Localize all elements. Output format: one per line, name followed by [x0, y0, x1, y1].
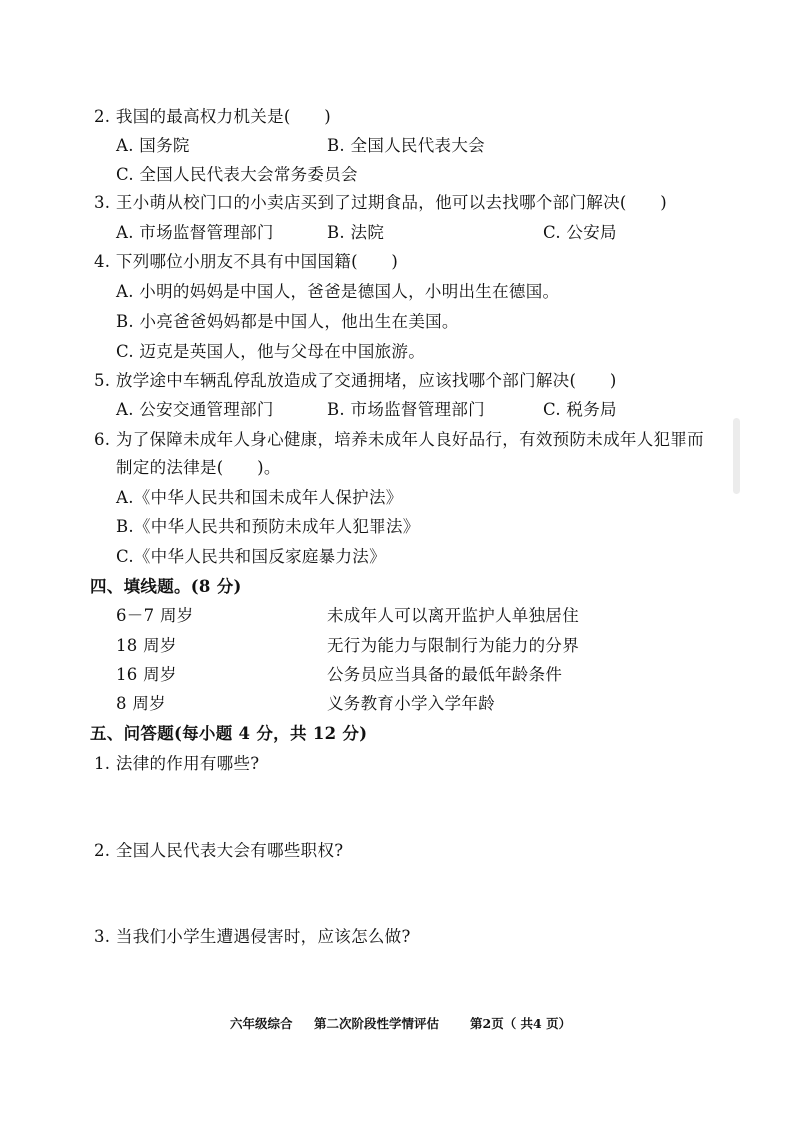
- question-6-option-b: B.《中华人民共和预防未成年人犯罪法》: [116, 517, 420, 536]
- matching-left-item: 18 周岁: [116, 636, 177, 655]
- section-5-heading: 五、问答题(每小题 4 分，共 12 分): [90, 724, 368, 743]
- short-answer-question-2: 2. 全国人民代表大会有哪些职权?: [94, 841, 344, 860]
- question-2-stem: 2. 我国的最高权力机关是( ): [94, 107, 331, 126]
- question-5-option-b: B. 市场监督管理部门: [327, 400, 485, 419]
- question-5-option-c: C. 税务局: [543, 400, 617, 419]
- matching-left-item: 6－7 周岁: [116, 606, 194, 625]
- matching-right-item: 未成年人可以离开监护人单独居住: [327, 606, 579, 625]
- footer-exam-title: 第二次阶段性学情评估: [314, 1016, 440, 1031]
- question-3-option-c: C. 公安局: [543, 223, 617, 242]
- question-6-option-a: A.《中华人民共和国未成年人保护法》: [116, 488, 403, 507]
- question-4-option-b: B. 小亮爸爸妈妈都是中国人，他出生在美国。: [116, 312, 459, 331]
- matching-right-item: 义务教育小学入学年龄: [327, 694, 495, 713]
- question-2-option-b: B. 全国人民代表大会: [327, 136, 485, 155]
- question-4-option-a: A. 小明的妈妈是中国人，爸爸是德国人，小明出生在德国。: [116, 282, 560, 301]
- question-5-stem: 5. 放学途中车辆乱停乱放造成了交通拥堵，应该找哪个部门解决( ): [94, 371, 617, 390]
- question-4-option-c: C. 迈克是英国人，他与父母在中国旅游。: [116, 342, 426, 361]
- footer-page-number: 第2页（ 共4 页）: [470, 1016, 572, 1031]
- question-3-option-b: B. 法院: [327, 223, 385, 242]
- question-6-option-c: C.《中华人民共和国反家庭暴力法》: [116, 547, 386, 566]
- matching-right-item: 无行为能力与限制行为能力的分界: [327, 636, 579, 655]
- question-6-stem-line-2: 制定的法律是( )。: [116, 458, 281, 477]
- matching-left-item: 8 周岁: [116, 694, 166, 713]
- short-answer-question-3: 3. 当我们小学生遭遇侵害时，应该怎么做?: [94, 927, 411, 946]
- footer-grade: 六年级综合: [230, 1016, 293, 1031]
- question-5-option-a: A. 公安交通管理部门: [116, 400, 274, 419]
- scrollbar[interactable]: [733, 418, 740, 494]
- question-3-stem: 3. 王小萌从校门口的小卖店买到了过期食品，他可以去找哪个部门解决( ): [94, 193, 667, 212]
- question-6-stem-line-1: 6. 为了保障未成年人身心健康，培养未成年人良好品行，有效预防未成年人犯罪而: [94, 430, 704, 449]
- matching-left-item: 16 周岁: [116, 665, 177, 684]
- question-2-option-a: A. 国务院: [116, 136, 190, 155]
- section-4-heading: 四、填线题。(8 分): [90, 577, 242, 596]
- question-2-option-c: C. 全国人民代表大会常务委员会: [116, 165, 358, 184]
- question-3-option-a: A. 市场监督管理部门: [116, 223, 274, 242]
- short-answer-question-1: 1. 法律的作用有哪些?: [94, 754, 260, 773]
- question-4-stem: 4. 下列哪位小朋友不具有中国国籍( ): [94, 252, 399, 271]
- matching-right-item: 公务员应当具备的最低年龄条件: [327, 665, 563, 684]
